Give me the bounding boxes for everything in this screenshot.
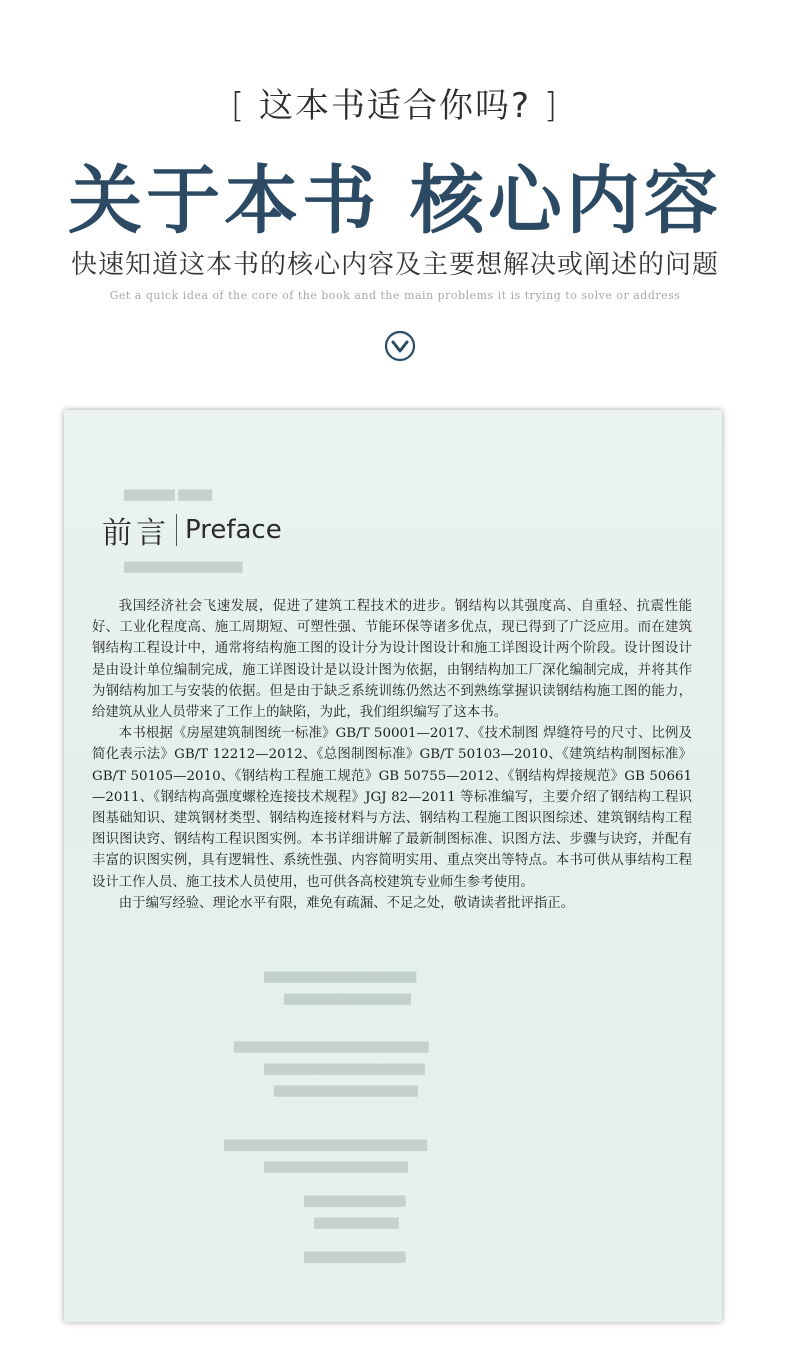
paragraph: 本书根据《房屋建筑制图统一标准》GB/T 50001—2017、《技术制图 焊缝符号的尺寸、比例及简化表示法》GB/T 12212—2012、《总图制图标准》GB/T 50103—2010、《建筑结构制图标准》GB/T 50105—2010、《钢结构工程施工规范》GB 50755—2012、《钢结构焊接规范》GB 50661—2011、《钢结构高强度螺栓连接技术规程》JGJ 82—2011 等标准编写，主要介绍了钢结构工程识图基础知识、建筑钢材类型、钢结构连接材料与方法、钢结构工程施工图识图综述、建筑钢结构工程图识图诀窍、钢结构工程识图实例。本书详细讲解了最新制图标准、识图方法、步骤与诀窍，并配有丰富的识图实例，具有逻辑性、系统性强、内容简明实用、重点突出等特点。本书可供从事结构工程设计工作人员、施工技术人员使用，也可供各高校建筑专业师生参考使用。 <box>92 726 692 890</box>
show-through-decoration: ▇▇▇▇▇▇▇▇▇▇▇▇▇▇▇▇▇▇ <box>264 970 417 983</box>
show-through-decoration: ▇▇▇▇▇▇▇▇▇▇▇▇▇▇▇ <box>284 992 411 1005</box>
show-through-decoration: ▇▇▇▇▇▇▇▇▇▇▇▇▇▇▇▇▇▇▇▇▇▇▇▇ <box>224 1138 428 1151</box>
preface-heading <box>102 508 282 552</box>
preface-heading-zh: 前言 <box>102 516 170 551</box>
preface-heading-en: Preface <box>185 515 282 545</box>
tag-open-bracket: [ <box>230 86 247 126</box>
subtitle-en: Get a quick idea of the core of the book and the main problems it is trying to solve or address <box>109 289 681 302</box>
tag-text: 这本书适合你吗? <box>258 86 532 126</box>
preface-body <box>92 596 692 914</box>
show-through-decoration: ▇▇▇▇▇▇▇▇▇▇▇▇▇▇▇▇▇ <box>274 1084 418 1097</box>
show-through-decoration: ▇▇▇▇▇▇▇▇▇▇▇▇▇▇▇▇▇ <box>264 1160 408 1173</box>
paragraph: 我国经济社会飞速发展，促进了建筑工程技术的进步。钢结构以其强度高、自重轻、抗震性能好、工业化程度高、施工周期短、可塑性强、节能环保等诸多优点，现已得到了广泛应用。而在建筑钢结构工程设计中，通常将结构施工图的设计分为设计图设计和施工详图设计两个阶段。设计图设计是由设计单位编制完成，施工详图设计是以设计图为依据，由钢结构加工厂深化编制完成，并将其作为钢结构加工与安装的依据。但是由于缺乏系统训练仍然达不到熟练掌握识读钢结构施工图的能力，给建筑从业人员带来了工作上的缺陷，为此，我们组织编写了这本书。 <box>92 599 692 721</box>
show-through-decoration: ▇▇▇▇▇▇▇▇▇▇ <box>314 1216 399 1229</box>
heading-divider <box>176 514 177 546</box>
show-through-decoration: ▇▇▇▇▇▇▇▇▇▇▇▇▇▇▇▇▇▇▇▇▇▇▇ <box>234 1040 429 1053</box>
paragraph: 由于编写经验、理论水平有限，难免有疏漏、不足之处，敬请读者批评指正。 <box>118 895 575 911</box>
show-through-decoration: ▇▇▇▇▇▇▇▇▇▇▇▇ <box>304 1250 406 1263</box>
show-through-decoration: ▇▇▇▇▇▇▇▇▇▇▇▇▇▇▇▇▇▇▇ <box>264 1062 425 1075</box>
subtitle: 快速知道这本书的核心内容及主要想解决或阐述的问题 <box>70 250 719 280</box>
main-title: 关于本书 核心内容 <box>68 158 722 244</box>
show-through-decoration: ▇▇▇▇▇▇▇▇▇▇▇▇ <box>304 1194 406 1207</box>
chevron-down-circle-icon <box>384 330 416 362</box>
show-through-decoration: ▇▇▇▇▇▇ ▇▇▇▇ <box>124 488 213 501</box>
tag-close-bracket: ] <box>543 86 560 126</box>
book-page-photo <box>64 410 722 1322</box>
show-through-decoration: ▇▇▇▇▇▇▇▇▇▇▇▇▇▇ <box>124 560 243 573</box>
section-tag <box>0 78 790 127</box>
